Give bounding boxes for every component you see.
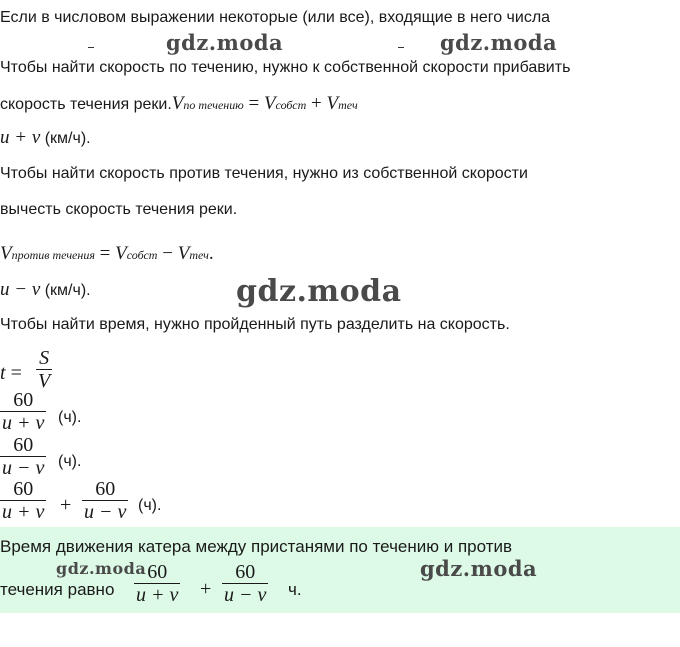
text-line-3 [0,94,358,115]
plus-sign: + [200,578,212,600]
watermark: gdz.moda [166,30,284,55]
text-line-6: вычесть скорость течения реки. [0,201,238,218]
text-line-2: Чтобы найти скорость по течению, нужно к собственной скорости прибавить [0,59,571,76]
text-line-5: Чтобы найти скорость против течения, нужно из собственной скорости [0,165,528,182]
conclusion-line-2-label: течения равно [0,580,115,599]
watermark: gdz.moda [236,274,402,309]
unit-hours-final: ч. [288,580,302,599]
plus-sign: + [60,494,72,516]
unit-hours: (ч). [58,409,82,426]
unit-kmh: (км/ч). [40,130,91,147]
watermark: gdz.moda [420,556,538,581]
text-line-4 [0,128,91,149]
formula-u-plus-v: u + v [0,127,41,148]
unit-hours: (ч). [58,453,82,470]
conclusion-line-1: Время движения катера между пристанями по течению и против [0,537,513,556]
text-line-1: Если в числовом выражении некоторые (или все), входящие в него числа [0,9,551,26]
fraction-time-downstream: $\frac{60}{u + v}$ [2,389,45,434]
fraction-time-upstream: $\frac{60}{u - v}$ [224,561,267,606]
text-line-8 [0,280,91,301]
fraction-dash [88,47,94,48]
fraction-time-upstream: $\frac{60}{u - v}$ [84,478,127,523]
formula-t: t = [0,362,22,384]
text-line-9: Чтобы найти время, нужно пройденный путь разделить на скорость. [0,316,510,333]
unit-kmh: (км/ч). [40,282,91,299]
formula-v-downstream: Vпо течению = Vсобст + Vтеч [171,93,358,114]
fraction-time-downstream: $\frac{60}{u + v}$ [136,561,179,606]
fraction-s-over-v: $\frac{S}{V}$ [38,347,51,392]
text-line-3-label: скорость течения реки. [0,96,172,113]
fraction-time-upstream: $\frac{60}{u - v}$ [2,434,45,479]
formula-v-upstream: Vпротив течения = Vсобст − Vтеч. [0,243,214,264]
fraction-time-downstream: $\frac{60}{u + v}$ [2,478,45,523]
formula-u-minus-v: u − v [0,279,41,300]
unit-hours: (ч). [138,497,162,514]
watermark: gdz.moda [56,559,147,578]
fraction-dash [398,47,404,48]
watermark: gdz.moda [440,30,558,55]
